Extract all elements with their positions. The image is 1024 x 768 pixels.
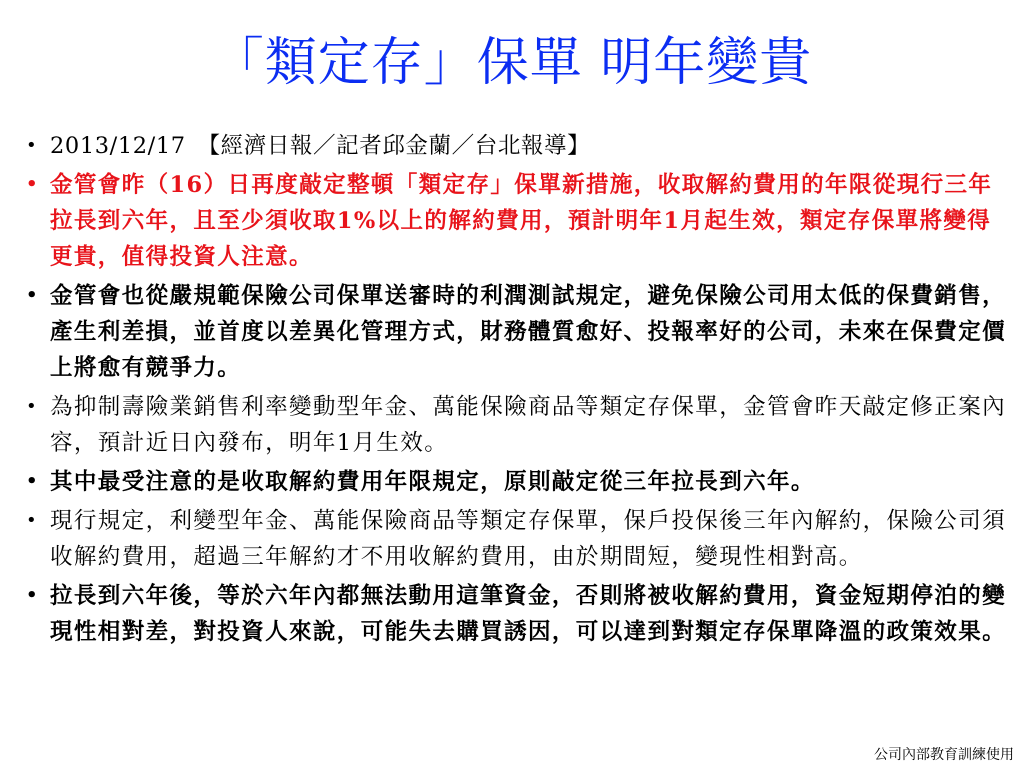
bullet-dot: • (26, 471, 39, 492)
footer-note: 公司內部教育訓練使用 (874, 747, 1014, 763)
bullet-dot: • (26, 135, 38, 156)
slide-title: 「類定存」保單 明年變貴 (211, 33, 813, 93)
bullet-item-highlight (22, 167, 1012, 275)
bullet-dot: • (26, 510, 39, 531)
bullet-item-source (22, 128, 1012, 164)
bullet-text: 2013/12/17 【經濟日報／記者邱金蘭／台北報導】 (50, 133, 591, 159)
bullet-dot: • (26, 396, 39, 417)
bullet-item-amendment (22, 389, 1012, 461)
bullet-text: 為抑制壽險業銷售利率變動型年金、萬能保險商品等類定存保單，金管會昨天敲定修正案內容，預計近日內發布，明年1月生效。 (50, 394, 1007, 456)
bullet-text: 金管會昨（16）日再度敲定整頓「類定存」保單新措施，收取解約費用的年限從現行三年拉長到六年，且至少須收取1%以上的解約費用，預計明年1月起生效，類定存保單將變得更貴，值得投資人注意。 (50, 172, 993, 270)
bullet-dot: • (26, 174, 39, 195)
bullet-dot: • (26, 585, 39, 606)
bullet-item-current-rule (22, 503, 1012, 575)
bullet-dot: • (26, 285, 39, 306)
bullet-text: 現行規定，利變型年金、萬能保險商品等類定存保單，保戶投保後三年內解約，保險公司須收解約費用，超過三年解約才不用收解約費用，由於期間短，變現性相對高。 (50, 508, 1007, 570)
bullet-list (22, 128, 1012, 653)
bullet-text: 金管會也從嚴規範保險公司保單送審時的利潤測試規定，避免保險公司用太低的保費銷售，產生利差損，並首度以差異化管理方式，財務體質愈好、投報率好的公司，未來在保費定價上將愈有競爭力。 (50, 283, 1007, 381)
bullet-item-policy-effect (22, 578, 1012, 650)
bullet-text: 其中最受注意的是收取解約費用年限規定，原則敲定從三年拉長到六年。 (50, 469, 815, 495)
bullet-item-profit-test (22, 278, 1012, 386)
bullet-text: 拉長到六年後，等於六年內都無法動用這筆資金，否則將被收解約費用，資金短期停泊的變現性相對差，對投資人來說，可能失去購買誘因，可以達到對類定存保單降溫的政策效果。 (50, 583, 1007, 645)
bullet-item-term-extension (22, 464, 1012, 500)
